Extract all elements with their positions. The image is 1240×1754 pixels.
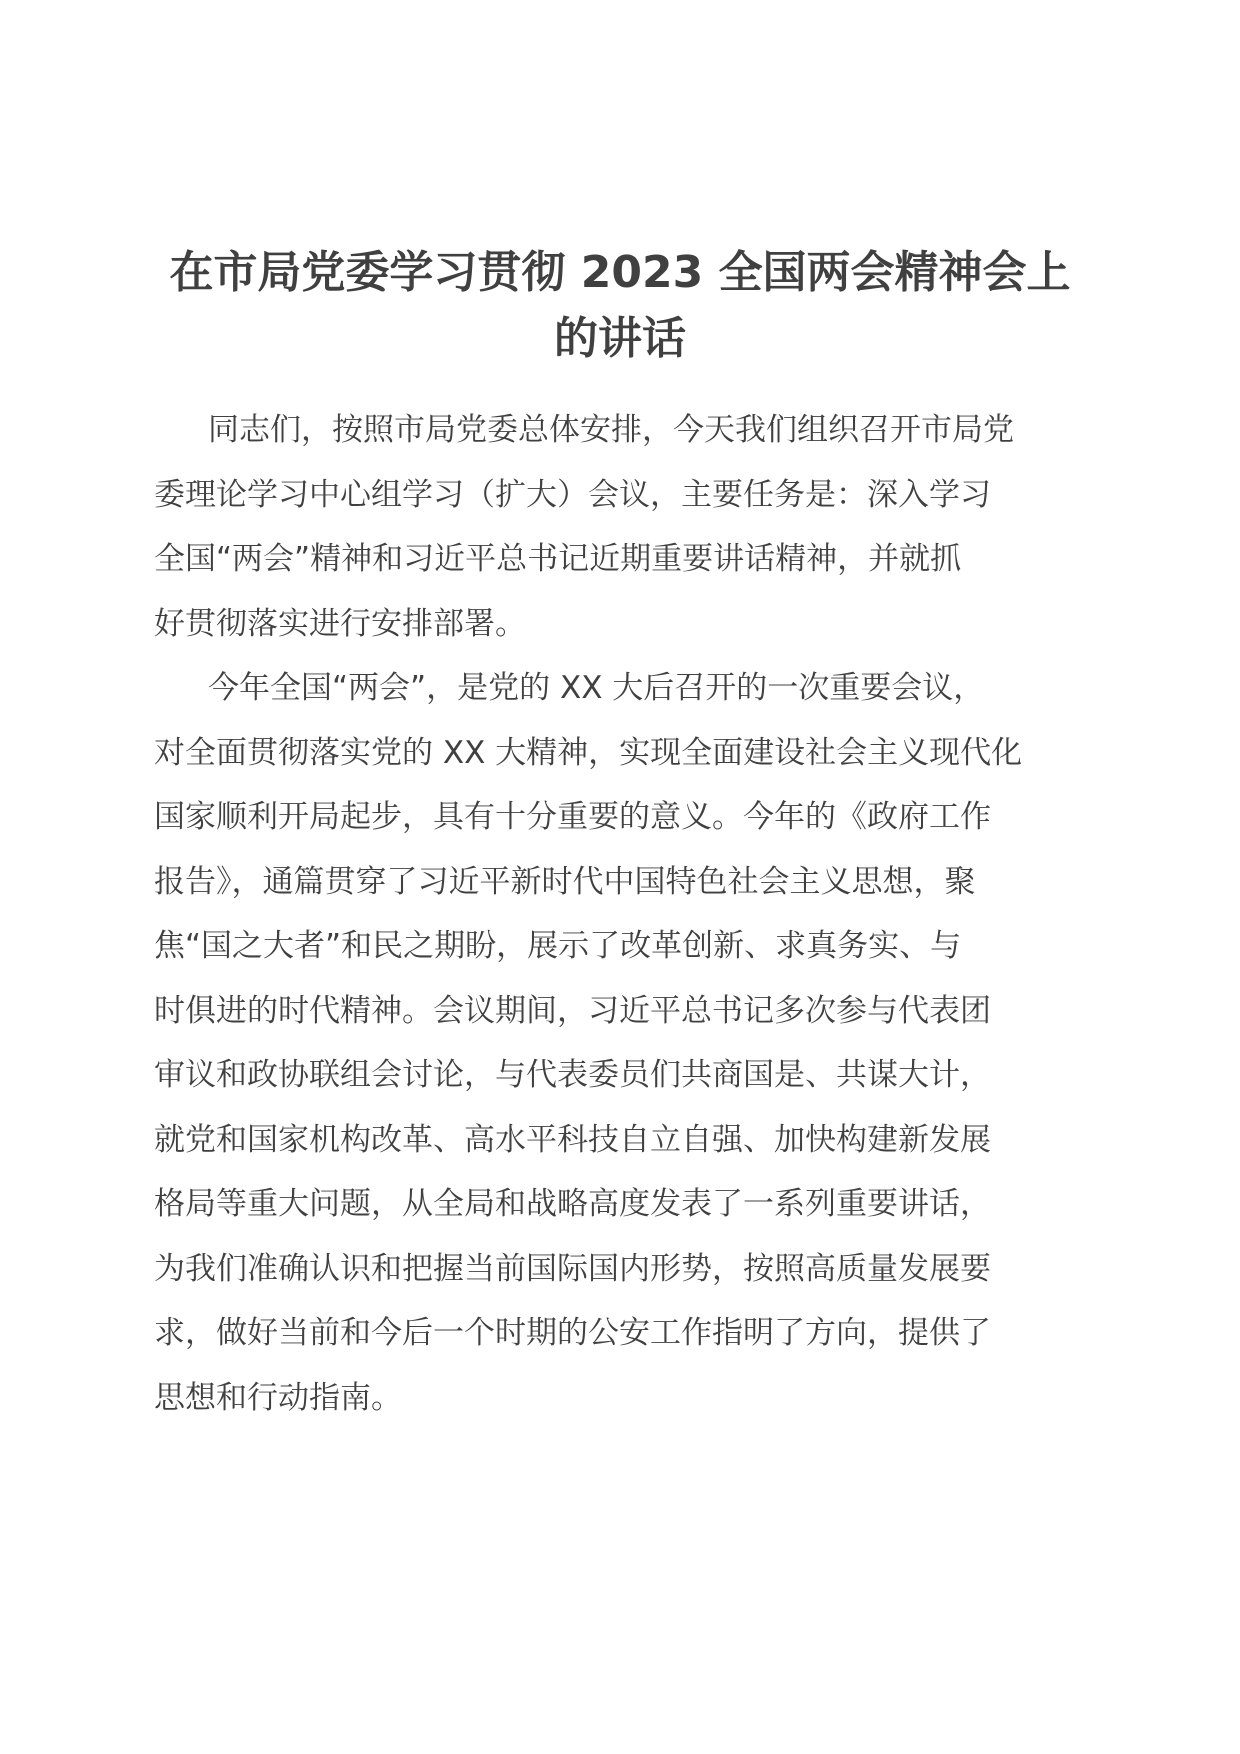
document-body	[154, 398, 1089, 1430]
paragraph-line: 今年全国“两会”，是党的 XX 大后召开的一次重要会议，	[208, 670, 985, 706]
title-line-1: 在市局党委学习贯彻 2023 全国两会精神会上	[169, 247, 1071, 298]
paragraph-line: 同志们，按照市局党委总体安排，今天我们组织召开市局党	[208, 412, 1014, 448]
paragraph-line: 焦“国之大者”和民之期盼，展示了改革创新、求真务实、与	[154, 928, 962, 964]
paragraph-line: 思想和行动指南。	[154, 1379, 402, 1416]
paragraph-line: 全国“两会”精神和习近平总书记近期重要讲话精神，并就抓	[154, 541, 962, 577]
paragraph-line: 就党和国家机构改革、高水平科技自立自强、加快构建新发展	[154, 1121, 991, 1158]
paragraph-1	[154, 398, 1089, 656]
paragraph-line: 为我们准确认识和把握当前国际国内形势，按照高质量发展要	[154, 1250, 991, 1287]
document-title	[150, 240, 1090, 372]
paragraph-line: 好贯彻落实进行安排部署。	[154, 605, 526, 642]
paragraph-line: 委理论学习中心组学习（扩大）会议，主要任务是：深入学习	[154, 476, 991, 513]
paragraph-line: 对全面贯彻落实党的 XX 大精神，实现全面建设社会主义现代化	[154, 734, 1023, 771]
paragraph-line: 审议和政协联组会讨论，与代表委员们共商国是、共谋大计，	[154, 1057, 991, 1093]
paragraph-line: 国家顺利开局起步，具有十分重要的意义。今年的《政府工作	[154, 799, 991, 835]
paragraph-line: 报告》，通篇贯穿了习近平新时代中国特色社会主义思想，聚	[154, 863, 976, 900]
title-line-2: 的讲话	[554, 313, 686, 364]
paragraph-line: 格局等重大问题，从全局和战略高度发表了一系列重要讲话，	[154, 1186, 991, 1222]
paragraph-line: 求，做好当前和今后一个时期的公安工作指明了方向，提供了	[154, 1315, 991, 1351]
paragraph-line: 时俱进的时代精神。会议期间，习近平总书记多次参与代表团	[154, 992, 991, 1029]
paragraph-2	[154, 656, 1089, 1430]
